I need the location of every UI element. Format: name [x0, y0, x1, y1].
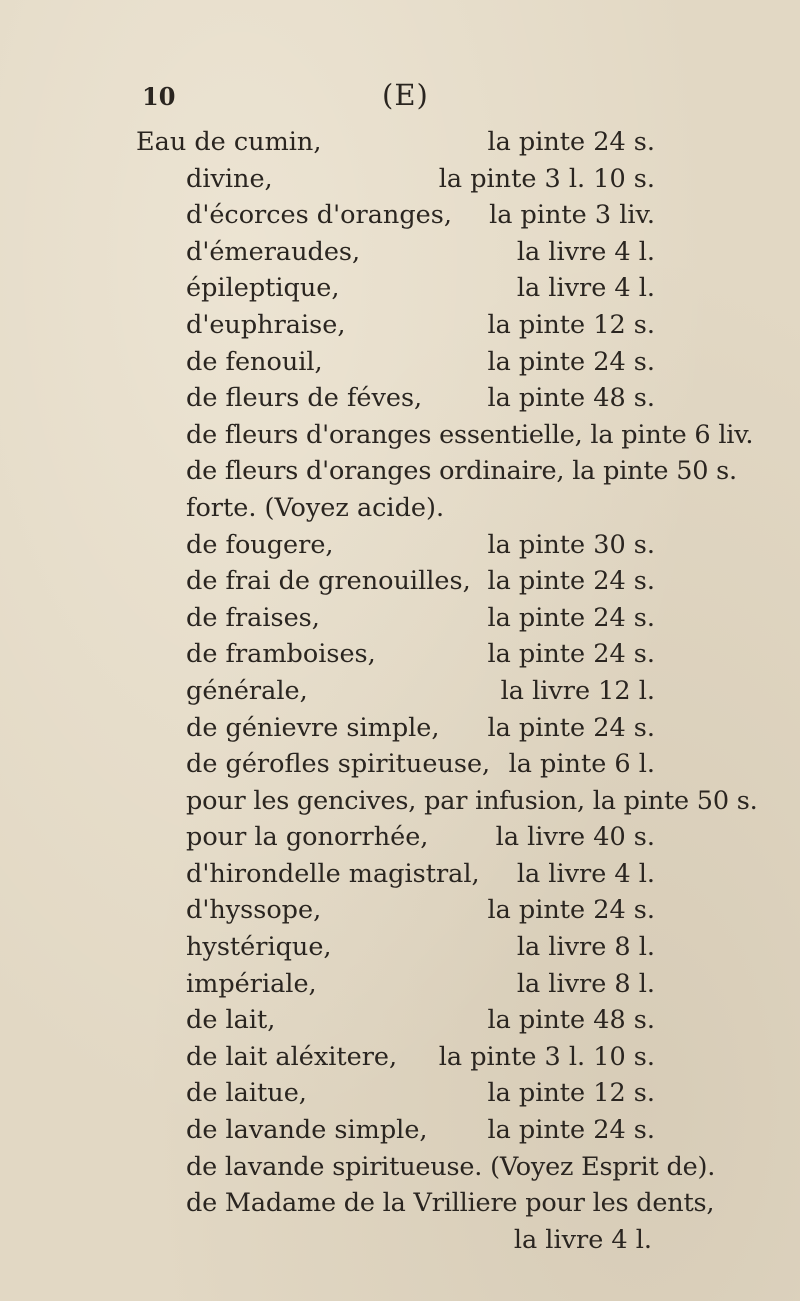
entry-name: de lait,	[186, 1005, 276, 1036]
entry-price: la livre 8 l.	[516, 932, 655, 963]
entry-name: pour les gencives, par infusion, la pinte 50 s.	[186, 785, 758, 816]
entry-name: de fenouil,	[186, 346, 323, 377]
entry-price: la livre 4 l.	[516, 236, 655, 267]
entry-price: la pinte 12 s.	[487, 1078, 655, 1109]
entry-price: la livre 4 l.	[516, 273, 655, 304]
price-list	[0, 124, 800, 1258]
entry-price: la pinte 24 s.	[487, 712, 655, 743]
entry-name: de framboises,	[186, 639, 376, 670]
list-item	[0, 453, 800, 490]
list-item	[0, 892, 800, 929]
entry-price: la pinte 24 s.	[487, 895, 655, 926]
entry-name: de lait aléxitere,	[186, 1041, 398, 1072]
entry-name: d'hirondelle magistral,	[186, 858, 480, 889]
entry-price: la livre 12 l.	[500, 675, 655, 706]
entry-price: la pinte 24 s.	[487, 566, 655, 597]
list-item	[0, 344, 800, 381]
list-item	[0, 563, 800, 600]
list-item	[0, 1149, 800, 1186]
list-item	[0, 307, 800, 344]
entry-name: de gérofles spiritueuse,	[186, 749, 491, 780]
entry-name: de laitue,	[186, 1078, 307, 1109]
entry-price: la pinte 30 s.	[487, 529, 655, 560]
list-item	[0, 1002, 800, 1039]
list-item	[0, 783, 800, 820]
list-item	[0, 527, 800, 564]
entry-name: hystérique,	[186, 932, 332, 963]
entry-price: la pinte 6 l.	[508, 749, 655, 780]
list-item	[0, 746, 800, 783]
list-item	[0, 966, 800, 1003]
entry-price: la pinte 12 s.	[487, 309, 655, 340]
entry-name: d'euphraise,	[186, 309, 346, 340]
entry-name: de Madame de la Vrilliere pour les dents,	[186, 1188, 715, 1219]
entry-name: de fraises,	[186, 602, 320, 633]
page-number: 10	[142, 82, 176, 111]
entry-price: la pinte 3 l. 10 s.	[438, 163, 655, 194]
entry-price: la livre 40 s.	[495, 822, 655, 853]
list-item	[0, 1039, 800, 1076]
entry-name: de fleurs d'oranges ordinaire, la pinte 50 s.	[186, 456, 737, 487]
entry-price: la livre 4 l.	[513, 1224, 652, 1255]
entry-name: divine,	[186, 163, 273, 194]
page-header	[0, 78, 800, 114]
list-item	[0, 819, 800, 856]
entry-name: de frai de grenouilles,	[186, 566, 471, 597]
entry-price: la livre 8 l.	[516, 968, 655, 999]
entry-name: de fleurs d'oranges essentielle, la pinte 6 liv.	[186, 419, 754, 450]
entry-name: impériale,	[186, 968, 317, 999]
entry-name: générale,	[186, 675, 308, 706]
list-item	[0, 600, 800, 637]
list-item	[0, 673, 800, 710]
list-item	[0, 1112, 800, 1149]
entry-name: de lavande spiritueuse. (Voyez Esprit de).	[186, 1151, 716, 1182]
running-head: (E)	[382, 78, 429, 112]
entry-name: d'émeraudes,	[186, 236, 361, 267]
entry-price: la pinte 24 s.	[487, 602, 655, 633]
entry-name: Eau de cumin,	[136, 127, 322, 157]
list-item	[0, 929, 800, 966]
entry-price: la pinte 48 s.	[487, 383, 655, 414]
entry-price: la pinte 24 s.	[487, 639, 655, 670]
list-item	[0, 380, 800, 417]
entry-name: de fleurs de féves,	[186, 383, 423, 414]
entry-price: la pinte 3 liv.	[489, 200, 655, 231]
entry-name: de génievre simple,	[186, 712, 440, 743]
list-item	[0, 1222, 800, 1259]
list-item	[0, 490, 800, 527]
list-item	[0, 124, 800, 161]
list-item	[0, 234, 800, 271]
entry-price: la pinte 48 s.	[487, 1005, 655, 1036]
entry-price: la pinte 24 s.	[487, 1115, 655, 1146]
entry-price: la pinte 24 s.	[487, 127, 655, 157]
list-item	[0, 270, 800, 307]
entry-name: pour la gonorrhée,	[186, 822, 429, 853]
entry-name: d'écorces d'oranges,	[186, 200, 452, 231]
list-item	[0, 161, 800, 198]
list-item	[0, 856, 800, 893]
entry-name: de fougere,	[186, 529, 334, 560]
list-item	[0, 417, 800, 454]
entry-price: la pinte 24 s.	[487, 346, 655, 377]
entry-price: la pinte 3 l. 10 s.	[438, 1041, 655, 1072]
entry-name: d'hyssope,	[186, 895, 322, 926]
list-item	[0, 197, 800, 234]
list-item	[0, 1075, 800, 1112]
list-item	[0, 1185, 800, 1222]
list-item	[0, 710, 800, 747]
list-item	[0, 636, 800, 673]
entry-price: la livre 4 l.	[516, 858, 655, 889]
entry-name: épileptique,	[186, 273, 340, 304]
entry-name: forte. (Voyez acide).	[186, 492, 445, 523]
entry-name: de lavande simple,	[186, 1115, 428, 1146]
